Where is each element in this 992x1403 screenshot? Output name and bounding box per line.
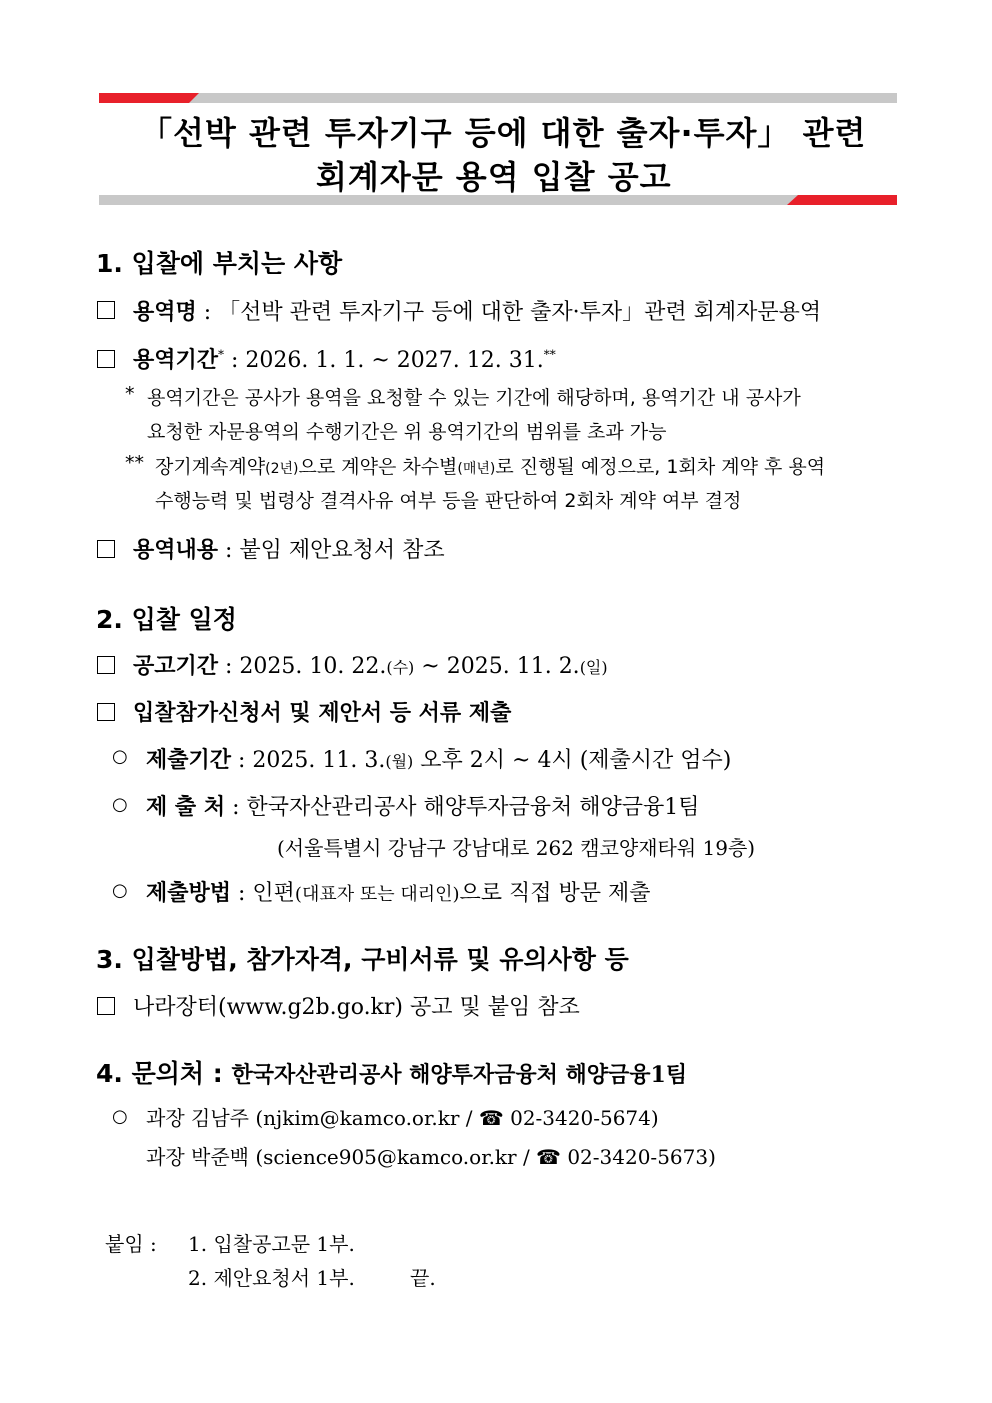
- submit-place-label: 제 출 처: [146, 794, 226, 820]
- note-2-mark: **: [125, 452, 144, 474]
- title-bottom-red-accent: [787, 195, 897, 205]
- submit-period-label: 제출기간: [146, 747, 232, 773]
- title-top-bar: [99, 93, 897, 103]
- service-period-value: : 2026. 1. 1. ~ 2027. 12. 31.: [224, 348, 544, 373]
- service-content-row: [133, 533, 445, 564]
- note-2-text-d: (매년): [457, 461, 496, 477]
- submit-place-address: (서울특별시 강남구 강남대로 262 캠코양재타워 19층): [277, 836, 756, 860]
- attachment-end: 끝.: [410, 1266, 436, 1290]
- submit-method-row: [146, 876, 651, 907]
- title-line-2: 회계자문 용역 입찰 공고: [316, 158, 672, 196]
- bullet-circle-icon: ○: [112, 880, 128, 901]
- attachment-label: 붙임 :: [105, 1232, 157, 1256]
- attachment-item-1: 1. 입찰공고문 1부.: [188, 1232, 355, 1256]
- note-1-mark: *: [125, 383, 135, 405]
- submit-place-row: [146, 790, 700, 821]
- section-3-heading: 3. 입찰방법, 참가자격, 구비서류 및 유의사항 등: [96, 945, 629, 974]
- service-content-value: : 붙임 제안요청서 참조: [218, 538, 445, 563]
- bullet-circle-icon: ○: [112, 746, 128, 767]
- note-2-line-2: 수행능력 및 법령상 결격사유 여부 등을 판단하여 2회차 계약 여부 결정: [155, 490, 742, 512]
- submit-method-a: : 인편: [231, 881, 295, 906]
- bullet-circle-icon: ○: [112, 1106, 128, 1127]
- attachment-item-2: 2. 제안요청서 1부.: [188, 1266, 355, 1290]
- checkbox-square-icon: [97, 703, 115, 721]
- note-2-text-e: 로 진행될 예정으로, 1회차 계약 후 용역: [495, 456, 826, 478]
- checkbox-square-icon: [97, 997, 115, 1015]
- service-name-label: 용역명: [133, 299, 197, 325]
- bullet-circle-icon: ○: [112, 794, 128, 815]
- section-4-heading: [96, 1054, 687, 1090]
- note-2-line-1: [155, 452, 825, 479]
- announce-start-day: (수): [386, 658, 415, 677]
- submit-date: : 2025. 11. 3.: [231, 748, 386, 773]
- note-2-text-b: (2년): [265, 461, 299, 477]
- service-name-row: [133, 295, 821, 326]
- service-name-value: : 「선박 관련 투자기구 등에 대한 출자·투자」관련 회계자문용역: [196, 300, 822, 325]
- checkbox-square-icon: [97, 301, 115, 319]
- announce-end: ~ 2025. 11. 2.: [414, 654, 580, 679]
- section-3-item: 나라장터(www.g2b.go.kr) 공고 및 붙임 참조: [133, 995, 580, 1020]
- footnote-mark-1: *: [218, 347, 225, 362]
- submit-method-label: 제출방법: [146, 880, 232, 906]
- service-period-label: 용역기간: [133, 347, 219, 373]
- note-2-text-a: 장기계속계약: [155, 456, 266, 478]
- submit-method-c: 으로 직접 방문 제출: [459, 881, 651, 906]
- contact-1: 과장 김남주 (njkim@kamco.or.kr / ☎ 02-3420-5674): [146, 1106, 659, 1130]
- submit-period-row: [146, 743, 731, 774]
- contact-2: 과장 박준백 (science905@kamco.or.kr / ☎ 02-3420-5673): [146, 1145, 716, 1169]
- announce-start: : 2025. 10. 22.: [218, 654, 387, 679]
- announce-period-row: [133, 649, 608, 680]
- service-period-row: [133, 343, 556, 374]
- submit-day: (월): [385, 752, 414, 771]
- announce-end-day: (일): [579, 658, 608, 677]
- checkbox-square-icon: [97, 656, 115, 674]
- submit-method-b: (대표자 또는 대리인): [294, 884, 460, 905]
- title-line-1: 「선박 관련 투자기구 등에 대한 출자·투자」 관련: [140, 114, 867, 152]
- footnote-mark-2: **: [543, 347, 556, 362]
- note-2-text-c: 으로 계약은 차수별: [298, 456, 458, 478]
- note-1-line-2: 요청한 자문용역의 수행기간은 위 용역기간의 범위를 초과 가능: [147, 421, 667, 443]
- section-4-heading-label: 4. 문의처 :: [96, 1059, 232, 1088]
- submit-time: 오후 2시 ~ 4시 (제출시간 엄수): [413, 748, 732, 773]
- title-top-red-accent: [99, 93, 199, 103]
- service-content-label: 용역내용: [133, 537, 219, 563]
- checkbox-square-icon: [97, 350, 115, 368]
- checkbox-square-icon: [97, 540, 115, 558]
- note-1-line-1: 용역기간은 공사가 용역을 요청할 수 있는 기간에 해당하며, 용역기간 내 공사가: [147, 387, 801, 409]
- submit-place-value: : 한국자산관리공사 해양투자금융처 해양금융1팀: [225, 795, 700, 820]
- announce-period-label: 공고기간: [133, 653, 219, 679]
- section-2-heading: 2. 입찰 일정: [96, 605, 237, 634]
- section-4-heading-org: 한국자산관리공사 해양투자금융처 해양금융1팀: [231, 1062, 688, 1088]
- section-1-heading: 1. 입찰에 부치는 사항: [96, 249, 343, 278]
- submission-title: 입찰참가신청서 및 제안서 등 서류 제출: [133, 700, 512, 726]
